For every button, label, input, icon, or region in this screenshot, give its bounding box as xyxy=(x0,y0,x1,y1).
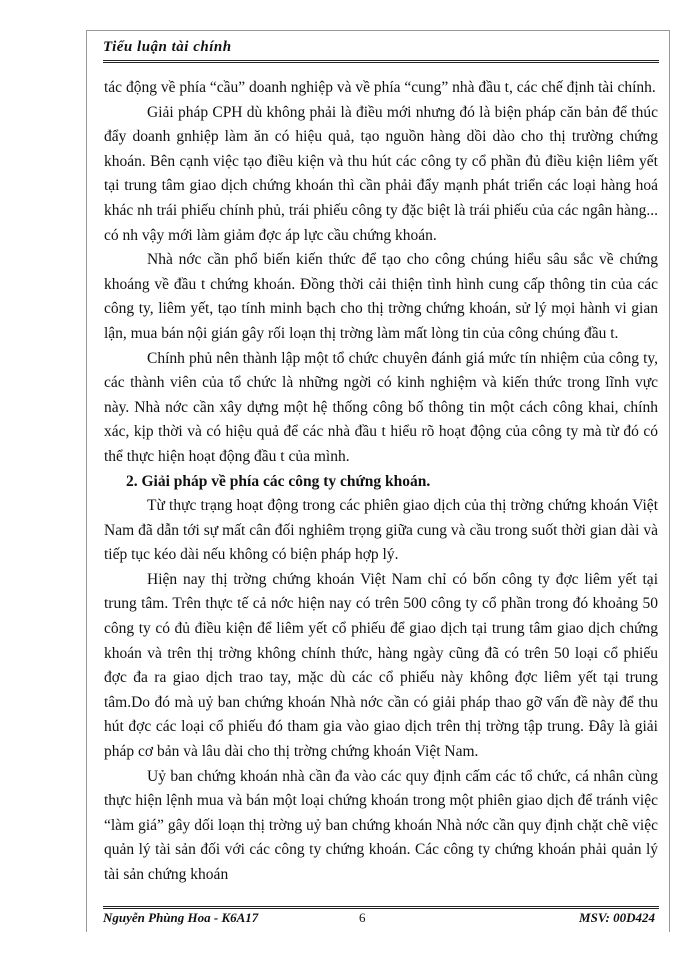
paragraph: Từ thực trạng hoạt động trong các phiên giao dịch của thị trờng chứng khoán Việt Nam đã dẫn tới sự mất cân đối nghiêm trọng giữa cung và cầu trong suốt thời gian dài và tiếp tục kéo dài nếu không có biện pháp hợp lý. xyxy=(104,497,658,564)
paragraph: tác động về phía “cầu” doanh nghiệp và về phía “cung” nhà đầu t, các chế định tài chính. xyxy=(104,79,656,96)
page-number: 6 xyxy=(359,910,366,925)
header-title: Tiểu luận tài chính xyxy=(103,39,232,55)
document-body xyxy=(104,76,658,888)
footer-student-code: MSV: 00D424 xyxy=(579,910,655,925)
paragraph: Hiện nay thị trờng chứng khoán Việt Nam chỉ có bốn công ty đợc liêm yết tại trung tâm. Trên thực tế cả nớc hiện nay có trên 500 công ty cổ phần trong đó khoảng 50 công ty có đủ điều kiện để liêm yết cổ phiếu để giao dịch tại trung tâm giao dịch chứng khoán và trên thị trờng không chính thức, hàng ngày cũng đã có trên 50 loại cổ phiếu đợc đa ra giao dịch trao tay, mặc dù các cổ phiếu này không đợc liêm yết tại trung tâm.Do đó mà uỷ ban chứng khoán Nhà nớc cần có giải pháp thao gỡ vấn đề này để thu hút đợc các loại cổ phiếu đó tham gia vào giao dịch trên thị trờng tập trung. Đây là giải pháp cơ bản và lâu dài cho thị trờng chứng khoán Việt Nam. xyxy=(104,570,658,761)
header-rule xyxy=(103,60,659,63)
paragraph: Uỷ ban chứng khoán nhà cần đa vào các quy định cấm các tổ chức, cá nhân cùng thực hiện lệnh mua và bán một loại chứng khoán trong một phiên giao dịch để tránh việc “làm giá” gây dối loạn thị trờng uỷ ban chứng khoán Nhà nớc cần quy định chặt chẽ việc quản lý tài sản đối với các công ty chứng khoán. Các công ty chứng khoán phải quản lý tài sản chứng khoán xyxy=(104,767,658,883)
paragraph: Chính phủ nên thành lập một tổ chức chuyên đánh giá mức tín nhiệm của công ty, các thành viên của tổ chức là những ngời có kinh nghiệm và kiến thức trong lĩnh vực này. Nhà nớc cần xây dựng một hệ thống công bố thông tin một cách công khai, chính xác, kịp thời và có hiệu quả để các nhà đầu t hiểu rõ hoạt động của công ty mà từ đó có thể thực hiện hoạt động đầu t của mình. xyxy=(104,349,658,465)
paragraph: Nhà nớc cần phổ biến kiến thức để tạo cho công chúng hiểu sâu sắc về chứng khoáng về đầu t chứng khoán. Đồng thời cải thiện tình hình cung cấp thông tin của các công ty, liêm yết, tạo tính minh bạch cho thị trờng chứng khoán, sử lý mọi hành vi gian lận, mua bán nội gián gây rối loạn thị trờng làm mất lòng tin của công chúng đầu t. xyxy=(104,251,658,342)
footer-author: Nguyễn Phùng Hoa - K6A17 xyxy=(103,910,259,925)
footer-rule xyxy=(103,906,659,909)
section-heading: 2. Giải pháp về phía các công ty chứng khoán. xyxy=(126,472,431,490)
paragraph: Giải pháp CPH dù không phải là điều mới nhưng đó là biện pháp căn bản để thúc đẩy doanh gnhiệp làm ăn có hiệu quả, tạo nguồn hàng dồi dào cho thị trường chứng khoán. Bên cạnh việc tạo điều kiện và thu hút các công ty cổ phần đủ điều kiện liêm yết tại trung tâm giao dịch chứng khoán thì cần phải đẩy mạnh phát triển các loại hàng hoá khác nh trái phiếu chính phủ, trái phiếu công ty đặc biệt là trái phiếu của các ngân hàng... có nh vậy mới làm giảm đợc áp lực cầu chứng khoán. xyxy=(104,103,658,244)
